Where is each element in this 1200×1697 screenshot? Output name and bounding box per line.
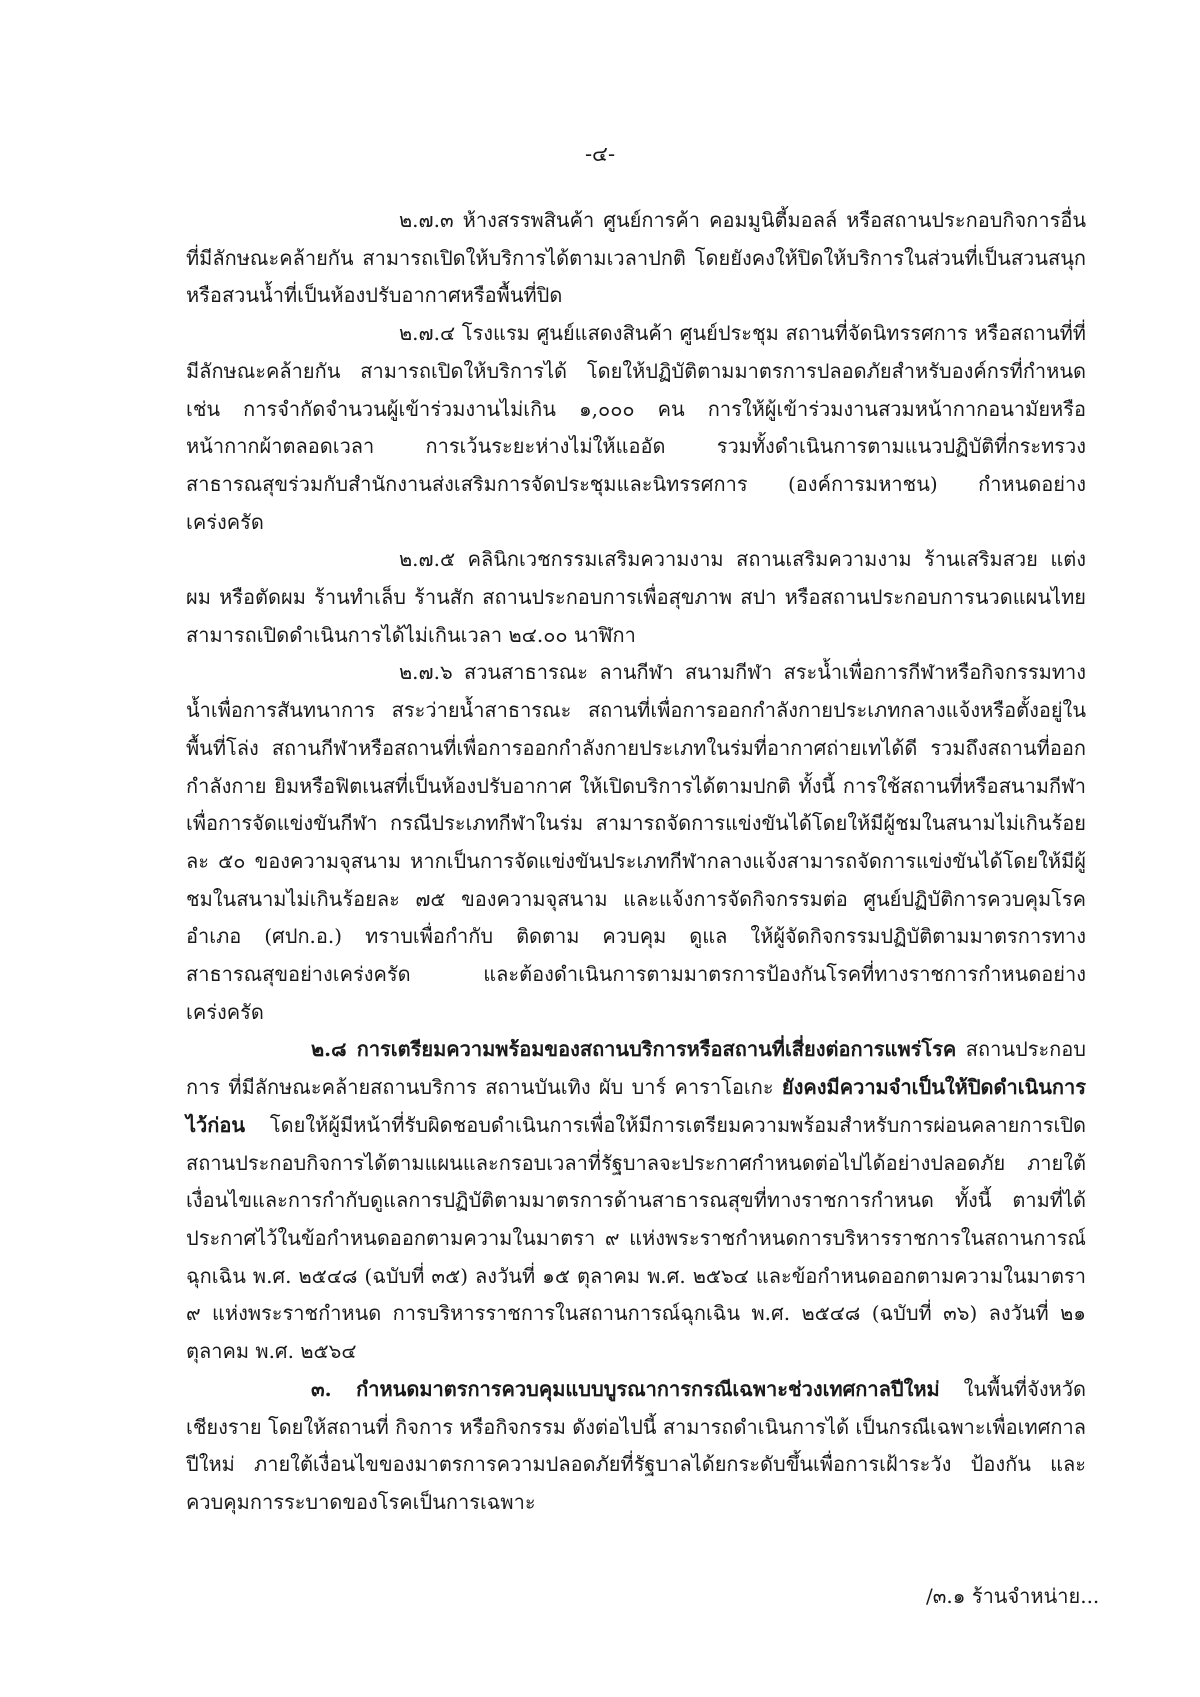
continuation-note: /๓.๑ ร้านจำหน่าย... [926, 1584, 1100, 1608]
section-2-8-text-b: โดยให้ผู้มีหน้าที่รับผิดชอบดำเนินการเพื่อให้มีการเตรียมความพร้อมสำหรับการผ่อนคลายการเปิดสถานประกอบกิจการได้ตามแผนและกรอบเวลาที่รัฐบาลจะประกาศกำหนดต่อไปได้อย่างปลอดภัย ภายใต้เงื่อนไขและการกำกับดูแลการปฏิบัติตามมาตรการด้านสาธารณสุขที่ทางราชการกำหนด ทั้งนี้ ตามที่ได้ประกาศไว้ในข้อกำหนดออกตามความในมาตรา ๙ แห่งพระราชกำหนดการบริหารราชการในสถานการณ์ฉุกเฉิน พ.ศ. ๒๕๔๘ (ฉบับที่ ๓๕) ลงวันที่ ๑๕ ตุลาคม พ.ศ. ๒๕๖๔ และข้อกำหนดออกตามความในมาตรา ๙ แห่งพระราชกำหนด การบริหารราชการในสถานการณ์ฉุกเฉิน พ.ศ. ๒๕๔๘ (ฉบับที่ ๓๖) ลงวันที่ ๒๑ ตุลาคม พ.ศ. ๒๕๖๔ [186, 1112, 1086, 1364]
section-2-8-heading: ๒.๘ การเตรียมความพร้อมของสถานบริการหรือสถานที่เสี่ยงต่อการแพร่โรค [311, 1037, 957, 1062]
paragraph-2-7-4: ๒.๗.๔ โรงแรม ศูนย์แสดงสินค้า ศูนย์ประชุม สถานที่จัดนิทรรศการ หรือสถานที่ที่มีลักษณะคล้ายกัน สามารถเปิดให้บริการได้ โดยให้ปฏิบัติตามมาตรการปลอดภัยสำหรับองค์กรที่กำหนด เช่น การจำกัดจำนวนผู้เข้าร่วมงานไม่เกิน ๑,๐๐๐ คน การให้ผู้เข้าร่วมงานสวมหน้ากากอนามัยหรือหน้ากากผ้าตลอดเวลา การเว้นระยะห่างไม่ให้แออัด รวมทั้งดำเนินการตามแนวปฏิบัติที่กระทรวงสาธารณสุขร่วมกับสำนักงานส่งเสริมการจัดประชุมและนิทรรศการ (องค์การมหาชน) กำหนดอย่างเคร่งครัด [186, 321, 1086, 534]
section-3-heading: ๓. กำหนดมาตรการควบคุมแบบบูรณาการกรณีเฉพาะช่วงเทศกาลปีใหม่ [311, 1376, 940, 1401]
paragraph-3 [186, 1371, 1086, 1522]
paragraph-2-7-5: ๒.๗.๕ คลินิกเวชกรรมเสริมความงาม สถานเสริมความงาม ร้านเสริมสวย แต่งผม หรือตัดผม ร้านทำเล็บ ร้านสัก สถานประกอบการเพื่อสุขภาพ สปา หรือสถานประกอบการนวดแผนไทย สามารถเปิดดำเนินการได้ไม่เกินเวลา ๒๔.๐๐ นาฬิกา [186, 547, 1086, 647]
paragraph-2-7-6: ๒.๗.๖ สวนสาธารณะ ลานกีฬา สนามกีฬา สระน้ำเพื่อการกีฬาหรือกิจกรรมทางน้ำเพื่อการสันทนาการ สระว่ายน้ำสาธารณะ สถานที่เพื่อการออกกำลังกายประเภทกลางแจ้งหรือตั้งอยู่ในพื้นที่โล่ง สถานกีฬาหรือสถานที่เพื่อการออกกำลังกายประเภทในร่มที่อากาศถ่ายเทได้ดี รวมถึงสถานที่ออกกำลังกาย ยิมหรือฟิตเนสที่เป็นห้องปรับอากาศ ให้เปิดบริการได้ตามปกติ ทั้งนี้ การใช้สถานที่หรือสนามกีฬาเพื่อการจัดแข่งขันกีฬา กรณีประเภทกีฬาในร่ม สามารถจัดการแข่งขันได้โดยให้มีผู้ชมในสนามไม่เกินร้อยละ ๕๐ ของความจุสนาม หากเป็นการจัดแข่งขันประเภทกีฬากลางแจ้งสามารถจัดการแข่งขันได้โดยให้มีผู้ชมในสนามไม่เกินร้อยละ ๗๕ ของความจุสนาม และแจ้งการจัดกิจกรรมต่อ ศูนย์ปฏิบัติการควบคุมโรคอำเภอ (ศปก.อ.) ทราบเพื่อกำกับ ติดตาม ควบคุม ดูแล ให้ผู้จัดกิจกรรมปฏิบัติตามมาตรการทางสาธารณสุขอย่างเคร่งครัด และต้องดำเนินการตามมาตรการป้องกันโรคที่ทางราชการกำหนดอย่างเคร่งครัด [186, 660, 1086, 1024]
paragraph-2-8 [186, 1031, 1086, 1370]
page-number: -๔- [584, 142, 616, 166]
document-body [186, 202, 1086, 1522]
section-2-8-emphasis: ยังคงมีความจำเป็นให้ปิดดำเนินการไว้ก่อน [186, 1075, 1086, 1137]
section-3-text: ในพื้นที่จังหวัดเชียงราย โดยให้สถานที่ กิจการ หรือกิจกรรม ดังต่อไปนี้ สามารถดำเนินการได้ เป็นกรณีเฉพาะเพื่อเทศกาลปีใหม่ ภายใต้เงื่อนไขของมาตรการความปลอดภัยที่รัฐบาลได้ยกระดับขึ้นเพื่อการเฝ้าระวัง ป้องกัน และควบคุมการระบาดของโรคเป็นการเฉพาะ [186, 1376, 1086, 1514]
section-2-8-text-a: สถานประกอบการ ที่มีลักษณะคล้ายสถานบริการ สถานบันเทิง ผับ บาร์ คาราโอเกะ [186, 1037, 1086, 1100]
paragraph-2-7-3: ๒.๗.๓ ห้างสรรพสินค้า ศูนย์การค้า คอมมูนิตี้มอลล์ หรือสถานประกอบกิจการอื่น ที่มีลักษณะคล้ายกัน สามารถเปิดให้บริการได้ตามเวลาปกติ โดยยังคงให้ปิดให้บริการในส่วนที่เป็นสวนสนุก หรือสวนน้ำที่เป็นห้องปรับอากาศหรือพื้นที่ปิด [186, 208, 1086, 308]
